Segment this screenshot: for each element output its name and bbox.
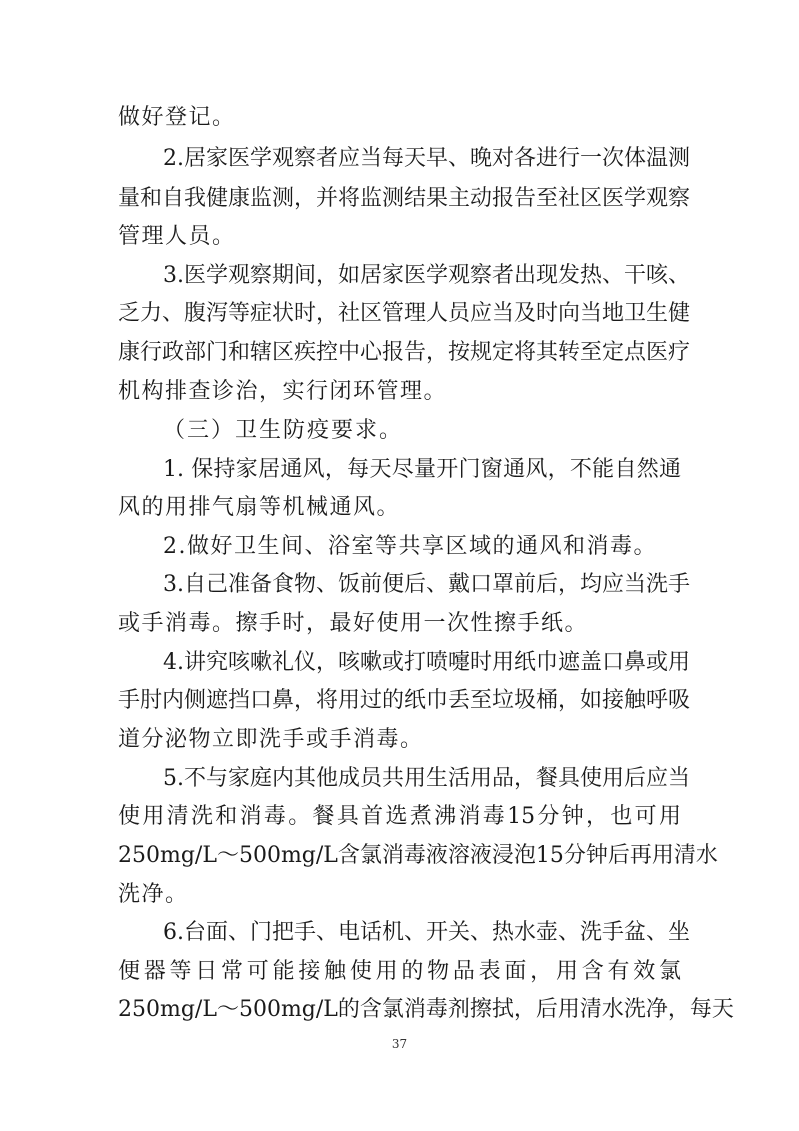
text-line: 做好登记。	[118, 105, 236, 130]
text-line: 3.自己准备食物、饭前便后、戴口罩前后，均应当洗手	[163, 572, 690, 597]
text-line: 2.居家医学观察者应当每天早、晚对各进行一次体温测	[163, 146, 690, 171]
text-line: 乏力、腹泻等症状时，社区管理人员应当及时向当地卫生健	[118, 301, 691, 326]
text-line: 手肘内侧遮挡口鼻，将用过的纸巾丢至垃圾桶，如接触呼吸	[118, 688, 691, 713]
page-number: 37	[391, 1037, 408, 1051]
text-line: 量和自我健康监测，并将监测结果主动报告至社区医学观察	[118, 186, 691, 211]
text-line: 3.医学观察期间，如居家医学观察者出现发热、干咳、	[163, 263, 690, 288]
text-line: 或手消毒。擦手时，最好使用一次性擦手纸。	[118, 611, 589, 636]
text-line: 风的用排气扇等机械通风。	[118, 495, 401, 520]
text-line: 使用清洗和消毒。餐具首选煮沸消毒15分钟，也可用	[118, 804, 681, 829]
text-line: 1. 保持家居通风，每天尽量开门窗通风，不能自然通	[163, 457, 681, 482]
text-line: 5.不与家庭内其他成员共用生活用品，餐具使用后应当	[163, 766, 690, 791]
text-line: 2.做好卫生间、浴室等共享区域的通风和消毒。	[163, 534, 657, 559]
text-line: 机构排查诊治，实行闭环管理。	[118, 379, 448, 404]
text-line: 道分泌物立即洗手或手消毒。	[118, 727, 424, 752]
text-line: 洗净。	[118, 882, 189, 907]
text-line: 管理人员。	[118, 224, 236, 249]
text-line: 4.讲究咳嗽礼仪，咳嗽或打喷嚏时用纸巾遮盖口鼻或用	[163, 650, 690, 675]
text-line: 250mg/L～500mg/L的含氯消毒剂擦拭，后用清水洗净，每天	[118, 997, 734, 1022]
text-line: 康行政部门和辖区疾控中心报告，按规定将其转至定点医疗	[118, 340, 691, 365]
section-heading: （三）卫生防疫要求。	[163, 418, 404, 443]
text-line: 6.台面、门把手、电话机、开关、热水壶、洗手盆、坐	[163, 920, 690, 945]
text-line: 250mg/L～500mg/L含氯消毒液溶液浸泡15分钟后再用清水	[118, 843, 718, 868]
text-line: 便器等日常可能接触使用的物品表面，用含有效氯	[118, 959, 681, 984]
